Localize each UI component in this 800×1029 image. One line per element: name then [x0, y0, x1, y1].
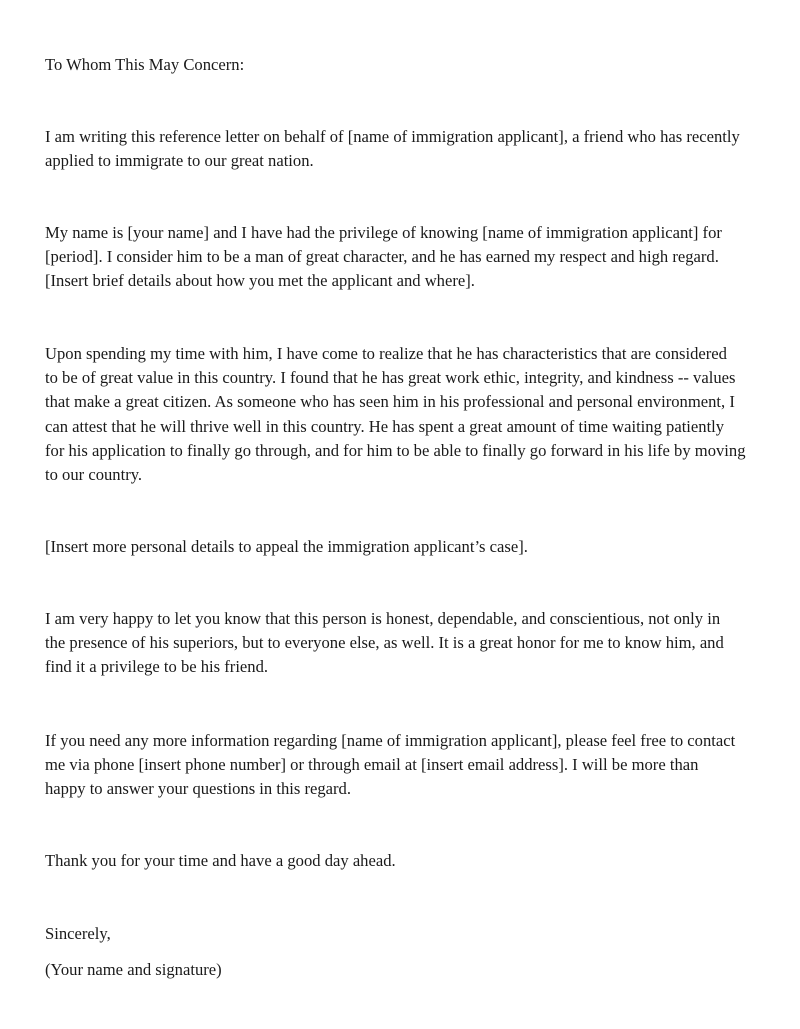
paragraph-insert-details: [Insert more personal details to appeal the immigration applicant’s case].	[45, 537, 528, 556]
paragraph-knowing: My name is [your name] and I have had the privilege of knowing [name of immigration applicant] for [period]. I consider him to be a man of great character, and he has earned my respect and high regard. [Insert brief details about how you met the applicant and where].	[45, 223, 722, 291]
paragraph-character: Upon spending my time with him, I have come to realize that he has characteristics that are considered to be of great value in this country. I found that he has great work ethic, integrity, and kindness -- values that make a great citizen. As someone who has seen him in his professional and personal environment, I can attest that he will thrive well in this country. He has spent a great amount of time waiting patiently for his application to finally go through, and for him to be able to finally go forward in his life by moving to our country.	[45, 344, 746, 485]
salutation: To Whom This May Concern:	[45, 55, 245, 74]
paragraph-contact: If you need any more information regarding [name of immigration applicant], please feel free to contact me via phone [insert phone number] or through email at [insert email address]. I will be more than happy to answer your questions in this regard.	[45, 731, 736, 799]
closing: Sincerely,	[45, 924, 111, 943]
letter-page	[45, 0, 757, 1029]
paragraph-thanks: Thank you for your time and have a good day ahead.	[45, 851, 396, 870]
signature-line: (Your name and signature)	[45, 960, 222, 979]
paragraph-honest: I am very happy to let you know that this person is honest, dependable, and conscientious, not only in the presence of his superiors, but to everyone else, as well. It is a great honor for me to know him, and find it a privilege to be his friend.	[45, 609, 724, 677]
paragraph-intro: I am writing this reference letter on behalf of [name of immigration applicant], a friend who has recently applied to immigrate to our great nation.	[45, 127, 740, 171]
